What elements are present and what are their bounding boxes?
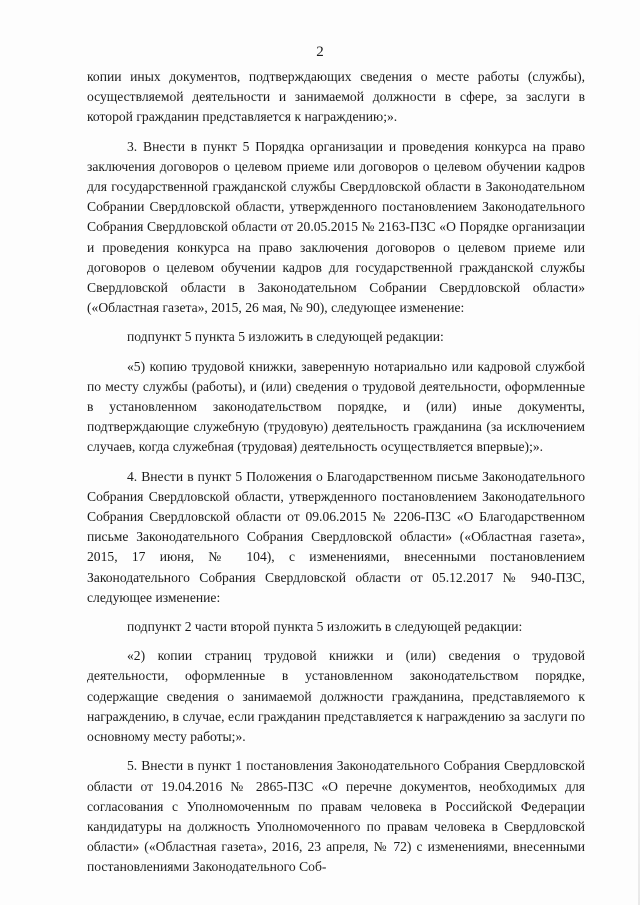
paragraph-subitem-5-intro: подпункт 5 пункта 5 изложить в следующей редакции: <box>127 329 444 345</box>
page-number: 2 <box>316 44 324 60</box>
paragraph-item-4: 4. Внести в пункт 5 Положения о Благодарственном письме Законодательного Собрания Свердловской области, утвержденного постановлением Законодательного Собрания Свердловской области от 09.06.2015 № 2206-ПЗС «О Благодарственном письме Законодательного Собрания Свердловской области» («Областная газета», 2015, 17 июня, № 104), с изменениями, внесенными постановлением Законодательного Собрания Свердловской области от 05.12.2017 № 940-ПЗС, следующее изменение: <box>87 468 585 605</box>
paragraph-item-5: 5. Внести в пункт 1 постановления Законодательного Собрания Свердловской области от 19.04.2016 № 2865-ПЗС «О перечне документов, необходимых для согласования с Уполномоченным по правам человека в Российской Федерации кандидатуры на должность Уполномоченного по правам человека в Свердловской области» («Областная газета», 2016, 23 апреля, № 72) с изменениями, внесенными постановлениями Законодательного Соб- <box>87 758 585 875</box>
paragraph-subitem-5-text: «5) копию трудовой книжки, заверенную нотариально или кадровой службой по месту службы (работы), и (или) сведения о трудовой деятельности, оформленные в установленном законодательством порядке, и (или) иные документы, подтверждающие служебную (трудовую) деятельность гражданина (за исключением случаев, когда служебная (трудовая) деятельность осуществляется впервые);». <box>87 358 585 455</box>
paragraph-subitem-2-text: «2) копии страниц трудовой книжки и (или) сведения о трудовой деятельности, оформленные в установленном законодательством порядке, содержащие сведения о занимаемой должности гражданина, представляемого к награждению, в случае, если гражданин представляется к награждению за заслуги по основному месту работы;». <box>87 648 585 745</box>
paragraph-subitem-2-intro: подпункт 2 части второй пункта 5 изложить в следующей редакции: <box>127 619 523 635</box>
document-body <box>87 67 585 882</box>
paragraph-item-3: 3. Внести в пункт 5 Порядка организации и проведения конкурса на право заключения договоров о целевом приеме или договоров о целевом обучении кадров для государственной гражданской службы Свердловской области в Законодательном Собрании Свердловской области, утвержденного постановлением Законодательного Собрания Свердловской области от 20.05.2015 № 2163-ПЗС «О Порядке организации и проведения конкурса на право заключения договоров о целевом приеме или договоров о целевом обучении кадров для государственной гражданской службы Свердловской области в Законодательном Собрании Свердловской области» («Областная газета», 2015, 26 мая, № 90), следующее изменение: <box>87 138 585 316</box>
paragraph-continuation: копии иных документов, подтверждающих сведения о месте работы (службы), осуществляемой деятельности и занимаемой должности в сфере, за заслуги в которой гражданин представляется к награждению;». <box>87 69 585 125</box>
